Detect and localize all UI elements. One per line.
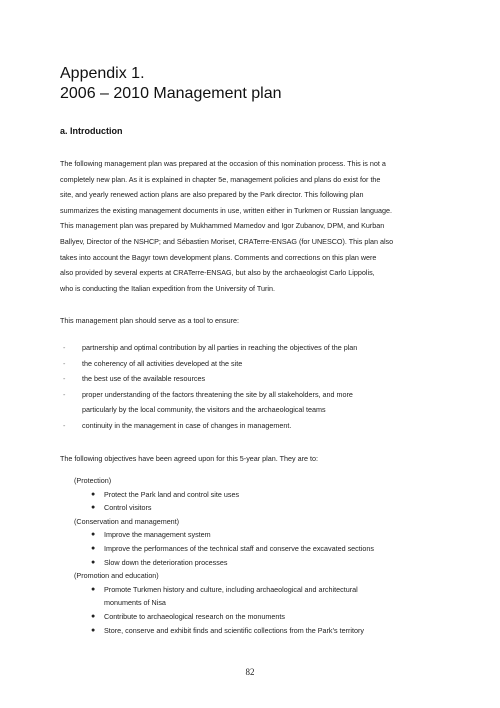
list-item-text: Improve the performances of the technical staff and conserve the excavated sections — [104, 543, 374, 553]
list-item-continuation — [60, 402, 450, 418]
paragraph-line: The following objectives have been agreed upon for this 5-year plan. They are to: — [60, 454, 318, 463]
bullet-marker: ● — [91, 531, 96, 539]
category-promotion: (Promotion and education) — [74, 571, 159, 581]
objectives-lead — [60, 451, 445, 467]
paragraph-line: completely new plan. As it is explained in chapter 5e, management policies and plans do exist for the — [60, 174, 381, 184]
paragraph-line: This management plan should serve as a tool to ensure: — [60, 316, 239, 325]
list-item — [74, 528, 454, 542]
list-item-text: Improve the management system — [104, 530, 211, 540]
purpose-list — [60, 340, 450, 434]
dash-marker: - — [63, 389, 66, 399]
category-protection: (Protection) — [74, 476, 112, 485]
dash-marker: - — [63, 420, 66, 430]
purpose-lead — [60, 313, 445, 329]
paragraph-line: The following management plan was prepared at the occasion of this nomination process. This is not a — [60, 159, 386, 168]
list-item — [74, 624, 454, 638]
list-item — [74, 542, 454, 556]
bullet-marker: ● — [91, 558, 96, 566]
bullet-marker: ● — [91, 490, 96, 498]
bullet-marker: ● — [91, 544, 96, 552]
dash-marker: - — [63, 358, 66, 368]
bullet-marker: ● — [91, 504, 96, 512]
list-item-text: continuity in the management in case of changes in management. — [82, 420, 292, 430]
paragraph-line: also provided by several experts at CRATerre-ENSAG, but also by the archaeologist Carlo Lippolis, — [60, 268, 375, 278]
list-item — [74, 501, 454, 515]
list-item — [60, 418, 450, 434]
bullet-marker: ● — [91, 612, 96, 620]
list-item — [60, 371, 450, 387]
list-item-text: Promote Turkmen history and culture, including archaeological and architectural — [104, 584, 358, 594]
bullet-marker: ● — [91, 626, 96, 634]
list-item — [74, 556, 454, 570]
list-item — [74, 488, 454, 502]
list-item-text: Protect the Park land and control site uses — [104, 489, 240, 499]
list-item — [60, 387, 450, 403]
list-item-text: Control visitors — [104, 503, 152, 513]
list-item-text: the coherency of all activities developed at the site — [82, 358, 243, 368]
list-item-continuation — [74, 596, 454, 610]
list-item-text: Slow down the deterioration processes — [104, 557, 228, 567]
list-item — [74, 583, 454, 597]
dash-marker: - — [63, 374, 66, 384]
list-item — [60, 340, 450, 356]
paragraph-line: This management plan was prepared by Mukhammed Mamedov and Igor Zubanov, DPM, and Kurban — [60, 221, 385, 231]
objectives-list — [74, 474, 454, 637]
category-conservation: (Conservation and management) — [74, 516, 180, 526]
page-number: 82 — [245, 667, 255, 677]
paragraph-line: Ballyev, Director of the NSHCP; and Sébastien Moriset, CRATerre-ENSAG (for UNESCO). This plan also — [60, 236, 394, 246]
plan-title: 2006 – 2010 Management plan — [60, 85, 282, 102]
paragraph-line: who is conducting the Italian expedition from the University of Turin. — [60, 283, 275, 293]
list-item — [60, 356, 450, 372]
list-item-text: the best use of the available resources — [82, 374, 206, 384]
paragraph-line: summarizes the existing management documents in use, written either in Turkmen or Russian language. — [60, 205, 392, 215]
paragraph-line: takes into account the Bagyr town development plans. Comments and corrections on this plan were — [60, 252, 377, 262]
list-item-text: partnership and optimal contribution by all parties in reaching the objectives of the plan — [82, 343, 358, 352]
dash-marker: - — [63, 343, 66, 352]
section-heading-introduction: a. Introduction — [60, 126, 123, 136]
list-item — [74, 610, 454, 624]
bullet-marker: ● — [91, 585, 96, 593]
appendix-title: Appendix 1. — [60, 65, 145, 82]
introduction-paragraph — [60, 156, 445, 296]
list-item-text: monuments of Nisa — [104, 598, 166, 608]
list-item-text: proper understanding of the factors threatening the site by all stakeholders, and more — [82, 389, 353, 399]
list-item-text: particularly by the local community, the visitors and the archaeological teams — [82, 405, 326, 415]
paragraph-line: site, and yearly renewed action plans are also prepared by the Park director. This following plan — [60, 190, 364, 200]
list-item-text: Contribute to archaeological research on the monuments — [104, 611, 285, 621]
list-item-text: Store, conserve and exhibit finds and scientific collections from the Park’s territory — [104, 625, 364, 635]
